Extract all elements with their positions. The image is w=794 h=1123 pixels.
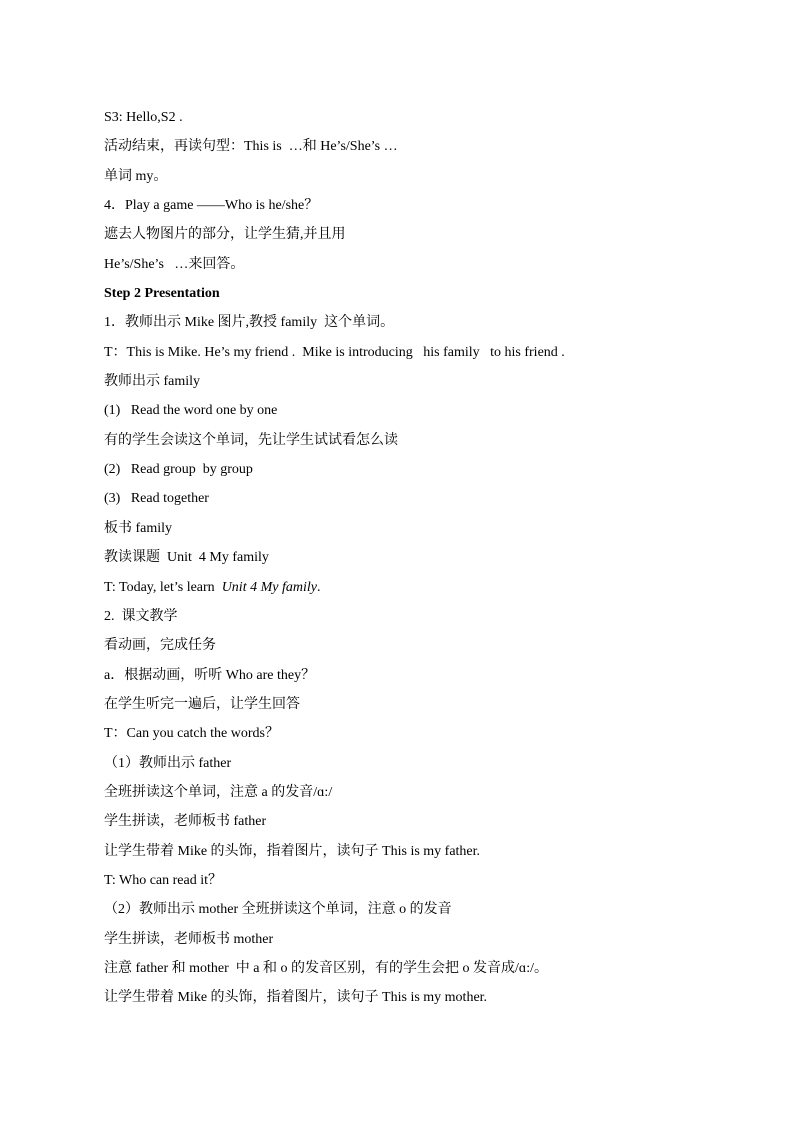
text-line: 学生拼读，老师板书 father (104, 814, 267, 830)
text-segment: T: Today, let’s learn (104, 579, 222, 595)
text-line: 1．教师出示 Mike 图片,教授 family 这个单词。 (104, 315, 395, 331)
text-line: 4．Play a game ——Who is he/she？ (104, 198, 319, 214)
text-line: T：Can you catch the words？ (104, 726, 279, 742)
text-line: （2）教师出示 mother 全班拼读这个单词，注意 o 的发音 (104, 902, 452, 918)
text-line: T: Who can read it？ (104, 872, 223, 888)
list-item: (1) Read the word one by one (104, 403, 278, 419)
text-line: 看动画，完成任务 (104, 638, 216, 654)
text-line (104, 573, 704, 602)
text-line: 有的学生会读这个单词，先让学生试试看怎么读 (104, 432, 398, 448)
text-line: S3: Hello,S2 . (104, 110, 183, 125)
text-line: 教读课题 Unit 4 My family (104, 550, 269, 566)
text-line: 学生拼读，老师板书 mother (104, 931, 274, 947)
text-segment: . (316, 579, 321, 595)
text-line: （1）教师出示 father (104, 755, 232, 771)
text-line: 遮去人物图片的部分，让学生猜,并且用 (104, 227, 346, 243)
section-heading: Step 2 Presentation (104, 286, 220, 302)
list-item: (3) Read together (104, 491, 209, 507)
text-line: T：This is Mike. He’s my friend . Mike is introducing his family to his friend . (104, 344, 565, 360)
text-line: 2. 课文教学 (104, 608, 178, 624)
text-line: 让学生带着 Mike 的头饰，指着图片，读句子 This is my father. (104, 843, 481, 859)
italic-title: Unit 4 My family (221, 579, 317, 595)
text-line: 板书 family (104, 520, 173, 536)
text-line: 让学生带着 Mike 的头饰，指着图片，读句子 This is my mother. (104, 990, 488, 1006)
text-line: a．根据动画，听听 Who are they？ (104, 667, 316, 683)
document-body (104, 103, 704, 1013)
text-line: 活动结束，再读句型：This is …和 He’s/She’s … (104, 139, 398, 155)
text-line: 教师出示 family (104, 374, 201, 390)
text-line: 注意 father 和 mother 中 a 和 o 的发音区别，有的学生会把 o 发音成/ɑ:/。 (104, 960, 548, 976)
text-line: 单词 my。 (104, 168, 168, 184)
text-line: He’s/She’s …来回答。 (104, 256, 245, 272)
list-item: (2) Read group by group (104, 462, 253, 478)
text-line: 在学生听完一遍后，让学生回答 (104, 696, 300, 712)
text-line: 全班拼读这个单词，注意 a 的发音/ɑ:/ (104, 784, 333, 800)
